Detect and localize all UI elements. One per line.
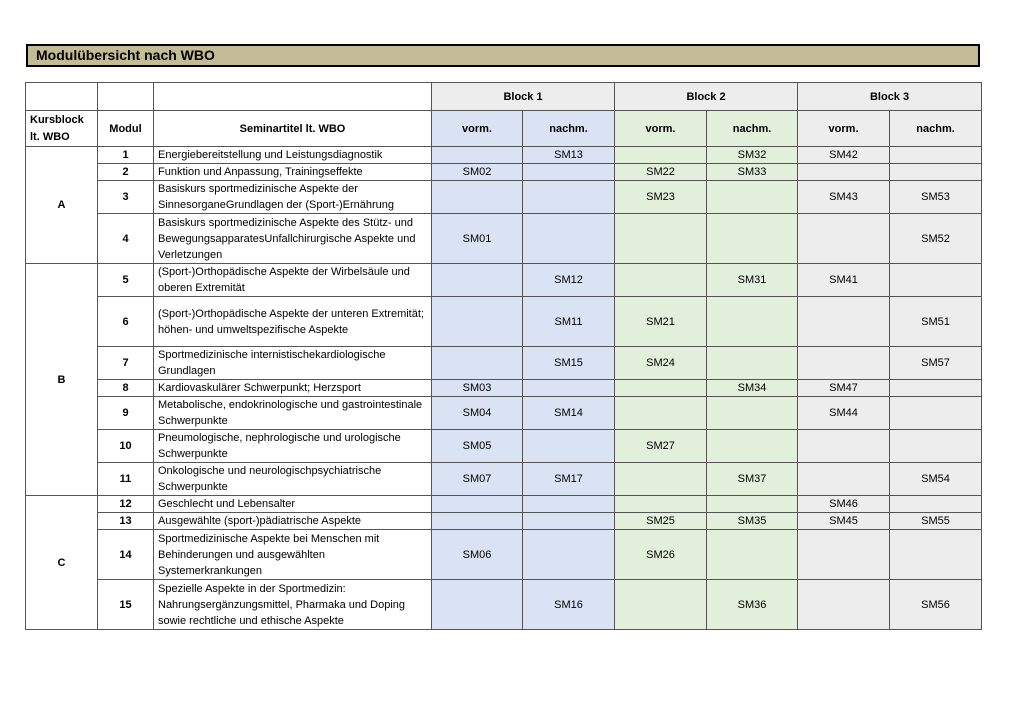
block2-nachm-cell xyxy=(707,530,798,580)
block3-nachm-cell xyxy=(890,530,982,580)
block3-vorm-cell xyxy=(798,430,890,463)
kursblock-cell: A xyxy=(26,147,98,264)
block1-vorm-cell: SM03 xyxy=(432,380,523,397)
block2-vorm-cell xyxy=(615,380,707,397)
block2-vorm-cell xyxy=(615,496,707,513)
block3-nachm-cell: SM57 xyxy=(890,347,982,380)
seminar-title: Sportmedizinische Aspekte bei Menschen mit Behinderungen und ausgewählten Systemerkrankungen xyxy=(154,530,432,580)
modul-number: 6 xyxy=(98,297,154,347)
block1-vorm-cell xyxy=(432,297,523,347)
modul-number: 10 xyxy=(98,430,154,463)
table-row xyxy=(26,380,982,397)
block1-vorm-cell: SM06 xyxy=(432,530,523,580)
module-table xyxy=(25,82,982,630)
table-row xyxy=(26,297,982,347)
modul-number: 1 xyxy=(98,147,154,164)
block2-nachm-header: nachm. xyxy=(707,111,798,147)
table-row xyxy=(26,496,982,513)
block2-vorm-header: vorm. xyxy=(615,111,707,147)
seminartitel-header: Seminartitel lt. WBO xyxy=(154,111,432,147)
block2-vorm-cell xyxy=(615,147,707,164)
block1-vorm-cell: SM05 xyxy=(432,430,523,463)
modul-header: Modul xyxy=(98,111,154,147)
kursblock-header: Kursblock lt. WBO xyxy=(26,111,98,147)
seminar-title: Kardiovaskulärer Schwerpunkt; Herzsport xyxy=(154,380,432,397)
seminar-title: Basiskurs sportmedizinische Aspekte des Stütz- und BewegungsapparatesUnfallchirurgische Aspekte und Verletzungen xyxy=(154,214,432,264)
table-row xyxy=(26,430,982,463)
block1-vorm-cell xyxy=(432,181,523,214)
block1-vorm-cell: SM02 xyxy=(432,164,523,181)
block1-vorm-cell: SM01 xyxy=(432,214,523,264)
block2-vorm-cell: SM22 xyxy=(615,164,707,181)
block3-vorm-cell: SM43 xyxy=(798,181,890,214)
block2-header: Block 2 xyxy=(615,83,798,111)
seminar-title: Ausgewählte (sport-)pädiatrische Aspekte xyxy=(154,513,432,530)
block3-nachm-cell: SM52 xyxy=(890,214,982,264)
block2-nachm-cell xyxy=(707,397,798,430)
table-row xyxy=(26,347,982,380)
block2-vorm-cell: SM25 xyxy=(615,513,707,530)
block3-vorm-cell xyxy=(798,530,890,580)
block1-nachm-cell xyxy=(523,214,615,264)
table-row xyxy=(26,397,982,430)
block3-vorm-cell: SM41 xyxy=(798,264,890,297)
block2-vorm-cell: SM26 xyxy=(615,530,707,580)
page-title: Modulübersicht nach WBO xyxy=(26,44,980,67)
block2-nachm-cell xyxy=(707,347,798,380)
block1-vorm-header: vorm. xyxy=(432,111,523,147)
block3-nachm-cell xyxy=(890,380,982,397)
block2-nachm-cell xyxy=(707,181,798,214)
block1-vorm-cell: SM04 xyxy=(432,397,523,430)
block3-vorm-cell: SM46 xyxy=(798,496,890,513)
block3-nachm-cell xyxy=(890,397,982,430)
block1-vorm-cell xyxy=(432,513,523,530)
seminar-title: Pneumologische, nephrologische und urologische Schwerpunkte xyxy=(154,430,432,463)
table-row xyxy=(26,164,982,181)
block3-vorm-header: vorm. xyxy=(798,111,890,147)
block3-vorm-cell: SM42 xyxy=(798,147,890,164)
seminar-title: Basiskurs sportmedizinische Aspekte der SinnesorganeGrundlagen der (Sport-)Ernährung xyxy=(154,181,432,214)
block3-vorm-cell: SM47 xyxy=(798,380,890,397)
block3-nachm-cell xyxy=(890,164,982,181)
seminar-title: Onkologische und neurologischpsychiatrische Schwerpunkte xyxy=(154,463,432,496)
block2-vorm-cell xyxy=(615,580,707,630)
block2-nachm-cell xyxy=(707,214,798,264)
block2-nachm-cell: SM37 xyxy=(707,463,798,496)
block1-vorm-cell: SM07 xyxy=(432,463,523,496)
block2-nachm-cell: SM33 xyxy=(707,164,798,181)
seminar-title: Spezielle Aspekte in der Sportmedizin: Nahrungsergänzungsmittel, Pharmaka und Doping sowie rechtliche und ethische Aspekte xyxy=(154,580,432,630)
modul-number: 8 xyxy=(98,380,154,397)
block1-nachm-cell: SM14 xyxy=(523,397,615,430)
block3-vorm-cell xyxy=(798,214,890,264)
block3-nachm-cell xyxy=(890,147,982,164)
block2-nachm-cell xyxy=(707,297,798,347)
seminar-title: Sportmedizinische internistischekardiologische Grundlagen xyxy=(154,347,432,380)
block1-nachm-cell xyxy=(523,380,615,397)
block2-vorm-cell: SM27 xyxy=(615,430,707,463)
block3-nachm-cell: SM55 xyxy=(890,513,982,530)
block2-nachm-cell: SM36 xyxy=(707,580,798,630)
block1-vorm-cell xyxy=(432,147,523,164)
block2-nachm-cell: SM34 xyxy=(707,380,798,397)
block1-nachm-cell xyxy=(523,430,615,463)
modul-number: 2 xyxy=(98,164,154,181)
block2-nachm-cell: SM32 xyxy=(707,147,798,164)
block3-nachm-cell xyxy=(890,430,982,463)
header-empty xyxy=(154,83,432,111)
block1-nachm-cell xyxy=(523,496,615,513)
block3-nachm-cell: SM51 xyxy=(890,297,982,347)
modul-number: 12 xyxy=(98,496,154,513)
block3-vorm-cell xyxy=(798,297,890,347)
block1-nachm-cell: SM15 xyxy=(523,347,615,380)
block2-nachm-cell xyxy=(707,496,798,513)
block1-header: Block 1 xyxy=(432,83,615,111)
modul-number: 14 xyxy=(98,530,154,580)
block1-vorm-cell xyxy=(432,580,523,630)
header-empty xyxy=(26,83,98,111)
seminar-title: Geschlecht und Lebensalter xyxy=(154,496,432,513)
modul-number: 7 xyxy=(98,347,154,380)
block1-nachm-cell: SM16 xyxy=(523,580,615,630)
block3-vorm-cell: SM44 xyxy=(798,397,890,430)
block1-nachm-cell: SM12 xyxy=(523,264,615,297)
block1-nachm-cell xyxy=(523,181,615,214)
block1-nachm-cell: SM17 xyxy=(523,463,615,496)
table-row xyxy=(26,530,982,580)
header-empty xyxy=(98,83,154,111)
block2-vorm-cell xyxy=(615,214,707,264)
block3-nachm-cell: SM56 xyxy=(890,580,982,630)
block3-nachm-cell xyxy=(890,264,982,297)
block2-vorm-cell xyxy=(615,397,707,430)
table-row xyxy=(26,264,982,297)
block1-nachm-cell: SM11 xyxy=(523,297,615,347)
modul-number: 4 xyxy=(98,214,154,264)
block3-vorm-cell xyxy=(798,463,890,496)
header-row-columns xyxy=(26,111,982,147)
block2-nachm-cell xyxy=(707,430,798,463)
block1-vorm-cell xyxy=(432,264,523,297)
modul-number: 3 xyxy=(98,181,154,214)
table-row xyxy=(26,513,982,530)
seminar-title: Metabolische, endokrinologische und gastrointestinale Schwerpunkte xyxy=(154,397,432,430)
header-row-blocks xyxy=(26,83,982,111)
block2-nachm-cell: SM35 xyxy=(707,513,798,530)
block2-vorm-cell: SM21 xyxy=(615,297,707,347)
table-row xyxy=(26,147,982,164)
block1-nachm-cell: SM13 xyxy=(523,147,615,164)
block1-nachm-cell xyxy=(523,513,615,530)
seminar-title: Funktion und Anpassung, Trainingseffekte xyxy=(154,164,432,181)
block2-vorm-cell: SM23 xyxy=(615,181,707,214)
block1-nachm-header: nachm. xyxy=(523,111,615,147)
block2-vorm-cell xyxy=(615,463,707,496)
seminar-title: (Sport-)Orthopädische Aspekte der unteren Extremität; höhen- und umweltspezifische Aspekte xyxy=(154,297,432,347)
block3-nachm-cell: SM53 xyxy=(890,181,982,214)
block3-nachm-cell xyxy=(890,496,982,513)
block2-vorm-cell xyxy=(615,264,707,297)
block1-vorm-cell xyxy=(432,347,523,380)
modul-number: 5 xyxy=(98,264,154,297)
table-row xyxy=(26,181,982,214)
seminar-title: Energiebereitstellung und Leistungsdiagnostik xyxy=(154,147,432,164)
table-row xyxy=(26,580,982,630)
modul-number: 11 xyxy=(98,463,154,496)
block3-vorm-cell xyxy=(798,580,890,630)
block2-nachm-cell: SM31 xyxy=(707,264,798,297)
modul-number: 15 xyxy=(98,580,154,630)
block3-vorm-cell: SM45 xyxy=(798,513,890,530)
kursblock-cell: B xyxy=(26,264,98,496)
block3-vorm-cell xyxy=(798,347,890,380)
block2-vorm-cell: SM24 xyxy=(615,347,707,380)
kursblock-cell: C xyxy=(26,496,98,630)
block3-vorm-cell xyxy=(798,164,890,181)
block3-header: Block 3 xyxy=(798,83,982,111)
block3-nachm-cell: SM54 xyxy=(890,463,982,496)
modul-number: 13 xyxy=(98,513,154,530)
table-row xyxy=(26,463,982,496)
block1-vorm-cell xyxy=(432,496,523,513)
block3-nachm-header: nachm. xyxy=(890,111,982,147)
modul-number: 9 xyxy=(98,397,154,430)
table-row xyxy=(26,214,982,264)
block1-nachm-cell xyxy=(523,164,615,181)
block1-nachm-cell xyxy=(523,530,615,580)
seminar-title: (Sport-)Orthopädische Aspekte der Wirbelsäule und oberen Extremität xyxy=(154,264,432,297)
